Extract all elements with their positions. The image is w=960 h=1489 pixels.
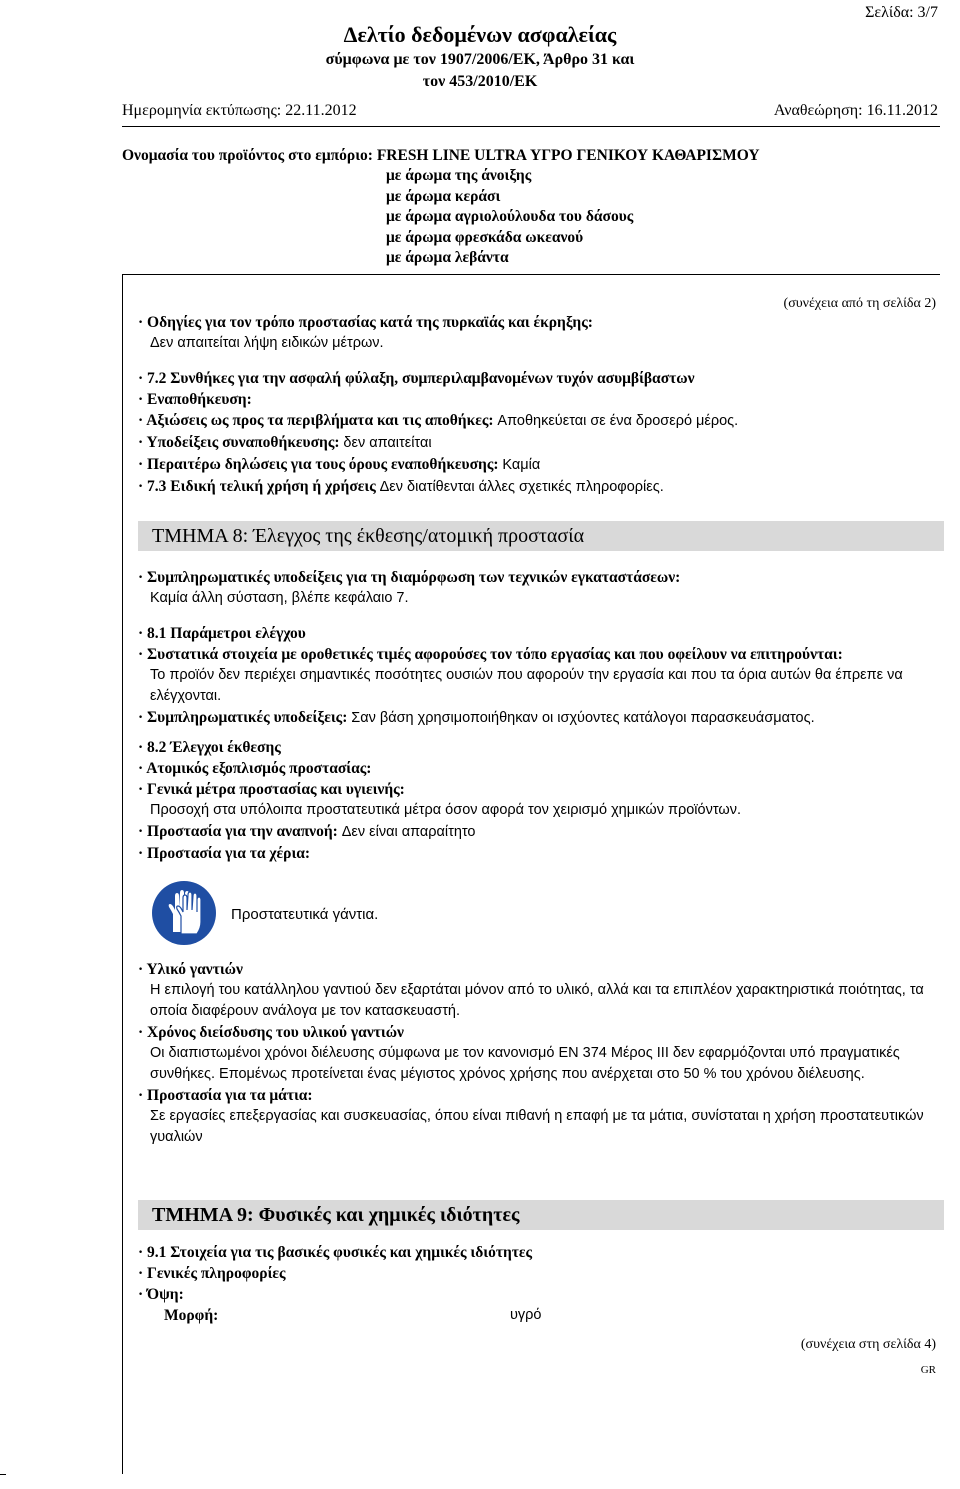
section-9-title: ΤΜΗΜΑ 9: Φυσικές και χημικές ιδιότητες (152, 1204, 520, 1226)
fire-protection-value: Δεν απαιτείται λήψη ειδικών μέτρων. (150, 335, 384, 351)
glove-material-label: · Υλικό γαντιών (138, 961, 243, 978)
product-rule (122, 274, 940, 275)
section-8-title: ΤΜΗΜΑ 8: Έλεγχος της έκθεσης/ατομική προστασία (152, 525, 585, 547)
hand-protection-label: · Προστασία για τα χέρια: (138, 845, 311, 862)
respiratory-value: Δεν είναι απαραίτητο (341, 824, 476, 840)
section-7-content (138, 312, 938, 498)
general-measures-value: Προσοχή στα υπόλοιπα προστατευτικά μέτρα όσον αφορά τον χειρισμό χημικών προϊόντων. (150, 802, 741, 818)
date-row (122, 100, 938, 121)
further-storage-value: Καμία (502, 457, 541, 473)
fragrance-item: με άρωμα λεβάντα (386, 249, 509, 266)
section-7-3-label: · 7.3 Ειδική τελική χρήση ή χρήσεις (138, 478, 376, 495)
permeation-time-label: · Χρόνος διείσδυσης του υλικού γαντιών (138, 1024, 404, 1041)
gloves-icon (151, 880, 217, 946)
general-measures-label: · Γενικά μέτρα προστασίας και υγιεινής: (138, 781, 405, 798)
product-name: FRESH LINE ULTRA ΥΓΡΟ ΓΕΝΙΚΟΥ ΚΑΘΑΡΙΣΜΟΥ (376, 147, 760, 164)
form-row (138, 1305, 938, 1326)
product-label: Ονομασία του προϊόντος στο εμπόριο: (122, 147, 373, 164)
fragrance-item: με άρωμα αγριολούλουδα του δάσους (386, 208, 634, 225)
section-7-2-heading: · 7.2 Συνθήκες για την ασφαλή φύλαξη, συμπεριλαμβανομένων τυχόν ασυμβίβαστων (138, 370, 695, 387)
section-8-bar (138, 521, 944, 551)
left-margin-rule (122, 274, 123, 1474)
respiratory-protection (138, 821, 938, 843)
ppe-label: · Ατομικός εξοπλισμός προστασίας: (138, 760, 372, 777)
limit-values-value: Το προϊόν δεν περιέχει σημαντικές ποσότητες ουσιών που αφορούν την εργασία και που τα όρια αυτών θα έπρεπε να ελέγχονται. (150, 667, 903, 704)
continued-to: (συνέχεια στη σελίδα 4) (800, 1337, 936, 1352)
section-7-3-value: Δεν διατίθενται άλλες σχετικές πληροφορίες. (379, 479, 664, 495)
eye-protection-label: · Προστασία για τα μάτια: (138, 1087, 313, 1104)
technical-hints-value: Καμία άλλη σύσταση, βλέπε κεφάλαιο 7. (150, 590, 409, 606)
section-8-gloves-content (138, 959, 938, 1148)
general-info-label: · Γενικές πληροφορίες (138, 1265, 286, 1282)
page-number: Σελίδα: 3/7 (865, 4, 938, 21)
document-title: Δελτίο δεδομένων ασφαλείας (343, 22, 617, 47)
continued-from: (συνέχεια από τη σελίδα 2) (783, 296, 936, 311)
requirements-label: · Αξιώσεις ως προς τα περιβλήματα και τις αποθήκες: (138, 412, 494, 429)
fire-protection-label: · Οδηγίες για τον τρόπο προστασίας κατά της πυρκαϊάς και έκρηξης: (138, 314, 593, 331)
supplementary-hints-value: Σαν βάση χρησιμοποιήθηκαν οι ισχύοντες κατάλογοι παρασκευάσματος. (351, 710, 815, 726)
header-rule (122, 126, 940, 127)
fragrance-item: με άρωμα κεράσι (386, 187, 501, 205)
further-storage-label: · Περαιτέρω δηλώσεις για τους όρους εναποθήκευσης: (138, 456, 499, 473)
section-8-content (138, 567, 938, 864)
section-9-1-heading: · 9.1 Στοιχεία για τις βασικές φυσικές και χημικές ιδιότητες (138, 1244, 533, 1261)
co-storage-hints (138, 432, 938, 454)
glove-material-value: Η επιλογή του κατάλληλου γαντιού δεν εξαρτάται μόνον από το υλικό, αλλά και τα επιπλέον χαρακτηριστικά ποιότητας, τα οποία διαφέρουν ανάλογα με τον κατασκευαστή. (150, 982, 924, 1019)
print-date: Ημερομηνία εκτύπωσης: 22.11.2012 (122, 102, 357, 119)
storage-requirements (138, 410, 938, 432)
document-subtitle: σύμφωνα με τον 1907/2006/ΕΚ, Άρθρο 31 και (325, 51, 635, 68)
section-8-1-heading: · 8.1 Παράμετροι ελέγχου (138, 625, 306, 642)
permeation-time-value: Οι διαπιστωμένοι χρόνοι διέλευσης σύμφωνα με τον κανονισμό EN 374 Μέρος III δεν εφαρμόζονται υπό πραγματικές συνθήκες. Επομένως προτείνεται ένας μέγιστος χρόνος χρήσης που ανέρχεται στο 50 % του χρόνου διέλευσης. (150, 1045, 900, 1082)
technical-hints-label: · Συμπληρωματικές υποδείξεις για τη διαμόρφωση των τεχνικών εγκαταστάσεων: (138, 569, 681, 586)
fragrance-item: με άρωμα φρεσκάδα ωκεανού (386, 228, 584, 246)
supplementary-hints (138, 707, 938, 729)
fragrance-item: με άρωμα της άνοιξης (386, 167, 532, 184)
limit-values-label: · Συστατικά στοιχεία με οροθετικές τιμές αφορούσες τον τόπο εργασίας και που οφείλουν να επιτηρούνται: (138, 646, 843, 663)
storage-label: · Εναποθήκευση: (138, 391, 252, 408)
section-9-bar (138, 1200, 944, 1230)
form-value: υγρό (510, 1307, 542, 1323)
requirements-value: Αποθηκεύεται σε ένα δροσερό μέρος. (497, 413, 739, 429)
language-code: GR (920, 1364, 936, 1376)
bottom-left-tick (0, 1474, 6, 1475)
product-name-line (122, 145, 942, 166)
revision-date: Αναθεώρηση: 16.11.2012 (773, 102, 938, 119)
eye-protection-value: Σε εργασίες επεξεργασίας και συσκευασίας, όπου είναι πιθανή η επαφή με τα μάτια, συνίσταται η χρήση προστατευτικών γυαλιών (150, 1108, 924, 1145)
appearance-label: · Όψη: (138, 1286, 184, 1303)
co-storage-label: · Υποδείξεις συναποθήκευσης: (138, 434, 340, 451)
co-storage-value: δεν απαιτείται (343, 435, 432, 451)
gloves-caption: Προστατευτικά γάντια. (231, 906, 379, 923)
section-7-3 (138, 476, 938, 498)
respiratory-label: · Προστασία για την αναπνοή: (138, 823, 338, 840)
further-storage-info (138, 454, 938, 476)
document-subtitle-2: τον 453/2010/ΕΚ (422, 73, 538, 90)
product-box (122, 145, 942, 269)
section-9-content (138, 1242, 938, 1326)
section-8-2-heading: · 8.2 Έλεγχοι έκθεσης (138, 739, 281, 756)
supplementary-hints-label: · Συμπληρωματικές υποδείξεις: (138, 709, 348, 726)
form-label: Μορφή: (164, 1307, 219, 1324)
